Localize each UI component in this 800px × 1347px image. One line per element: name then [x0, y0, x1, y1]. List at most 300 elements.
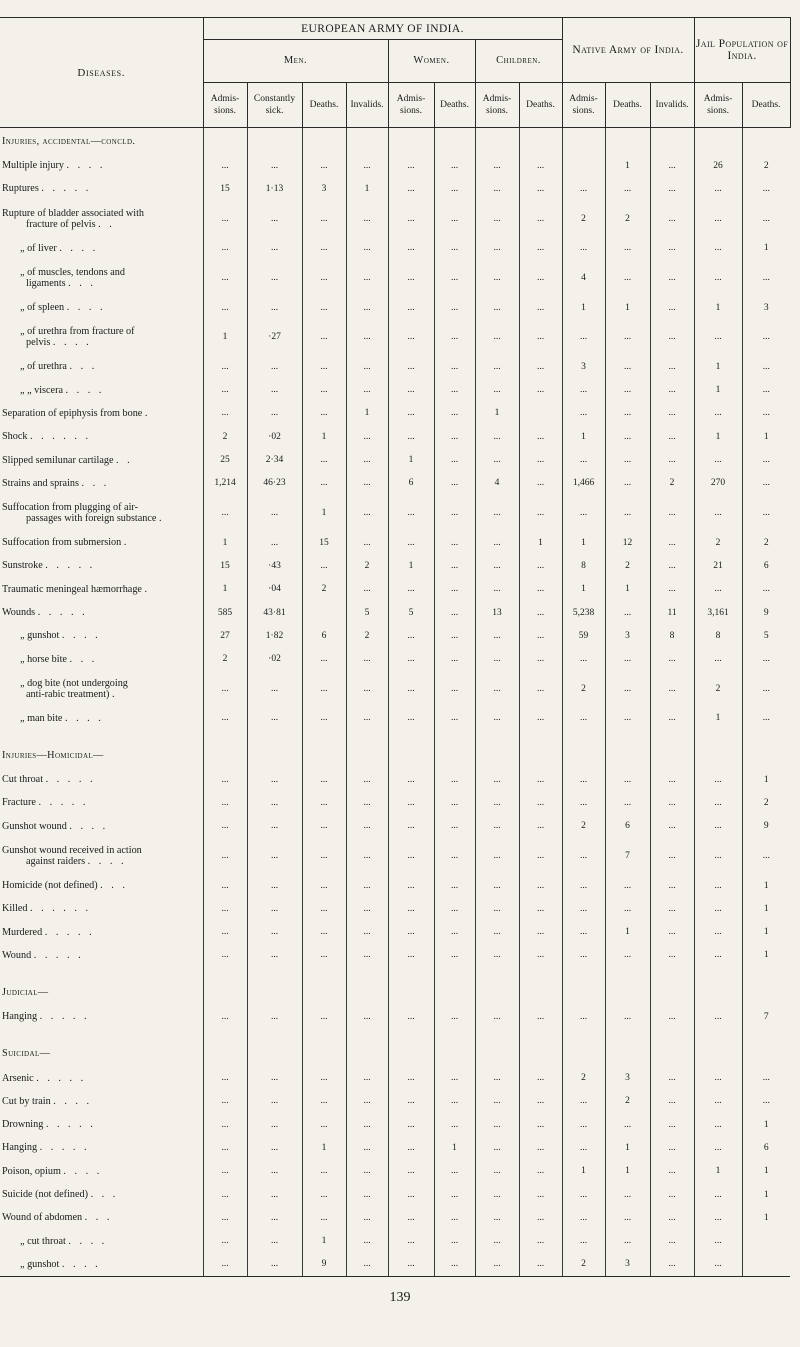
value-cell: ... — [519, 1066, 562, 1089]
value-cell: ... — [475, 495, 519, 531]
column-subheader: Admis-sions. — [694, 83, 742, 128]
value-cell: ... — [302, 815, 346, 838]
value-cell: ... — [742, 647, 790, 670]
spacer-cell — [434, 967, 475, 979]
value-cell: ... — [650, 531, 694, 554]
value-cell: ... — [562, 448, 605, 471]
section-heading — [0, 1040, 203, 1066]
value-cell: ... — [434, 768, 475, 791]
value-cell: 1 — [694, 378, 742, 401]
disease-name: „ gunshot — [20, 1258, 60, 1270]
value-cell: 26 — [694, 154, 742, 177]
value-cell: 5,238 — [562, 601, 605, 624]
value-cell: ... — [694, 495, 742, 531]
value-cell: ... — [605, 1005, 650, 1028]
value-cell: ... — [203, 260, 247, 296]
value-cell: ... — [519, 601, 562, 624]
table-row — [0, 624, 790, 647]
spacer-cell — [742, 967, 790, 979]
value-cell: ... — [475, 897, 519, 920]
table-row — [0, 531, 790, 554]
empty-cell — [694, 1040, 742, 1066]
value-cell — [562, 154, 605, 177]
value-cell: ... — [203, 154, 247, 177]
disease-label — [0, 1113, 203, 1136]
leader-dots: . . . . — [66, 160, 106, 172]
value-cell: ... — [203, 768, 247, 791]
table-row — [0, 260, 790, 296]
value-cell: 7 — [605, 838, 650, 874]
value-cell: ... — [388, 707, 434, 730]
empty-cell — [519, 1040, 562, 1066]
table-row — [0, 1253, 790, 1277]
value-cell: ... — [742, 260, 790, 296]
value-cell: ... — [742, 578, 790, 601]
women-header: Women. — [388, 40, 475, 83]
value-cell: ... — [742, 319, 790, 355]
european-army-header: EUROPEAN ARMY OF INDIA. — [203, 18, 562, 40]
disease-name: Wound of abdomen — [2, 1212, 83, 1224]
value-cell: ... — [694, 1253, 742, 1277]
spacer-cell — [0, 730, 203, 742]
value-cell: ... — [519, 1206, 562, 1229]
table-row — [0, 237, 790, 260]
empty-cell — [203, 1040, 247, 1066]
value-cell: ... — [562, 768, 605, 791]
value-cell: ... — [203, 1206, 247, 1229]
value-cell: ... — [562, 237, 605, 260]
value-cell: 3 — [302, 177, 346, 200]
value-cell: ... — [434, 402, 475, 425]
value-cell: ... — [434, 707, 475, 730]
value-cell: ... — [434, 1005, 475, 1028]
table-row — [0, 1005, 790, 1028]
spacer-cell — [519, 730, 562, 742]
leader-dots: . . . . . — [44, 926, 95, 938]
value-cell: ... — [694, 177, 742, 200]
spacer-cell — [650, 1028, 694, 1040]
value-cell: ... — [388, 201, 434, 237]
value-cell: ... — [650, 838, 694, 874]
value-cell: 1 — [605, 1136, 650, 1159]
value-cell: ... — [346, 838, 388, 874]
disease-name-continued — [2, 856, 202, 867]
column-subheader: Deaths. — [519, 83, 562, 128]
value-cell: 1 — [694, 1160, 742, 1183]
value-cell: ... — [302, 768, 346, 791]
spacer-cell — [519, 967, 562, 979]
value-cell: ... — [203, 944, 247, 967]
spacer-cell — [650, 967, 694, 979]
disease-label — [0, 1183, 203, 1206]
value-cell: 27 — [203, 624, 247, 647]
value-cell: 1·13 — [247, 177, 302, 200]
leader-dots: . . . . . — [39, 1142, 90, 1154]
value-cell: ... — [388, 531, 434, 554]
jail-population-header: Jail Population of India. — [694, 18, 790, 83]
value-cell: ... — [434, 1183, 475, 1206]
disease-name-line2: fracture of pelvis — [26, 218, 96, 230]
table-row — [0, 944, 790, 967]
value-cell: 1 — [742, 921, 790, 944]
value-cell: ·27 — [247, 319, 302, 355]
value-cell: ... — [694, 768, 742, 791]
value-cell: 6 — [302, 624, 346, 647]
table-row — [0, 1066, 790, 1089]
value-cell: ... — [605, 707, 650, 730]
spacer-cell — [0, 1028, 203, 1040]
value-cell: ... — [346, 495, 388, 531]
value-cell: ... — [742, 177, 790, 200]
table-row — [0, 402, 790, 425]
table-row — [0, 378, 790, 401]
leader-dots: . — [144, 407, 151, 419]
spacer-cell — [0, 967, 203, 979]
spacer-cell — [605, 967, 650, 979]
value-cell: ... — [519, 647, 562, 670]
value-cell: ... — [650, 944, 694, 967]
value-cell: ... — [247, 1183, 302, 1206]
value-cell: ... — [475, 448, 519, 471]
value-cell: ... — [519, 1090, 562, 1113]
value-cell: ... — [203, 1230, 247, 1253]
leader-dots: . . . . . — [45, 1119, 96, 1131]
table-row — [0, 671, 790, 707]
leader-dots: . . . . . — [45, 560, 96, 572]
section-heading-text: Suicidal— — [2, 1047, 51, 1059]
value-cell: 46·23 — [247, 472, 302, 495]
disease-name: Fracture — [2, 797, 36, 809]
value-cell: ... — [742, 1066, 790, 1089]
value-cell: ... — [203, 237, 247, 260]
disease-label — [0, 495, 203, 531]
value-cell: ... — [388, 495, 434, 531]
value-cell: ... — [203, 355, 247, 378]
value-cell: 1 — [475, 402, 519, 425]
empty-cell — [694, 128, 742, 155]
disease-label — [0, 1160, 203, 1183]
value-cell: ... — [247, 201, 302, 237]
value-cell: ... — [694, 1066, 742, 1089]
value-cell: ... — [247, 944, 302, 967]
value-cell: ... — [562, 707, 605, 730]
leader-dots: . . . . — [64, 712, 104, 724]
value-cell: ... — [388, 1136, 434, 1159]
spacer-cell — [247, 967, 302, 979]
column-subheader: Deaths. — [302, 83, 346, 128]
value-cell: ... — [742, 355, 790, 378]
disease-name: Traumatic meningeal hæmorrhage — [2, 583, 142, 595]
value-cell: ... — [475, 154, 519, 177]
table-row — [0, 768, 790, 791]
disease-name: „ dog bite (not undergoing — [20, 677, 128, 689]
value-cell — [742, 1253, 790, 1277]
value-cell: 1 — [346, 402, 388, 425]
disease-name-line2: anti-rabic treatment) — [26, 688, 110, 700]
disease-label — [0, 296, 203, 319]
value-cell: ... — [694, 319, 742, 355]
empty-cell — [475, 979, 519, 1005]
value-cell: ... — [388, 1230, 434, 1253]
value-cell: ... — [388, 402, 434, 425]
table-row — [0, 472, 790, 495]
disease-label — [0, 897, 203, 920]
value-cell: ... — [302, 554, 346, 577]
disease-name: Poison, opium — [2, 1165, 61, 1177]
value-cell: ... — [346, 1136, 388, 1159]
value-cell: ... — [388, 355, 434, 378]
value-cell: ... — [694, 448, 742, 471]
value-cell: ... — [519, 874, 562, 897]
value-cell: ... — [346, 260, 388, 296]
value-cell: 2 — [694, 531, 742, 554]
value-cell: ... — [302, 874, 346, 897]
value-cell: 2 — [650, 472, 694, 495]
value-cell: ... — [302, 1090, 346, 1113]
leader-dots: . . . . — [69, 820, 109, 832]
spacer-cell — [388, 730, 434, 742]
value-cell: ·04 — [247, 578, 302, 601]
value-cell: ... — [475, 260, 519, 296]
table-row — [0, 791, 790, 814]
value-cell: ... — [475, 378, 519, 401]
value-cell: 8 — [694, 624, 742, 647]
table-row — [0, 1113, 790, 1136]
value-cell: ... — [247, 671, 302, 707]
value-cell: ... — [519, 1113, 562, 1136]
column-subheader: Admis-sions. — [475, 83, 519, 128]
leader-dots: . . . — [100, 880, 128, 892]
value-cell: 1 — [562, 425, 605, 448]
value-cell: ... — [247, 355, 302, 378]
table-row — [0, 319, 790, 355]
value-cell: ... — [742, 472, 790, 495]
value-cell: 1 — [742, 1183, 790, 1206]
value-cell: ... — [650, 671, 694, 707]
value-cell: ... — [434, 495, 475, 531]
value-cell: ... — [203, 1183, 247, 1206]
value-cell: 1 — [605, 1160, 650, 1183]
value-cell: ... — [694, 874, 742, 897]
value-cell: ... — [247, 1253, 302, 1277]
value-cell: ... — [694, 921, 742, 944]
table-row — [0, 601, 790, 624]
value-cell: ... — [650, 402, 694, 425]
empty-cell — [388, 1040, 434, 1066]
value-cell: ... — [562, 944, 605, 967]
value-cell: 1 — [519, 531, 562, 554]
value-cell: ... — [650, 578, 694, 601]
disease-label — [0, 815, 203, 838]
value-cell: ... — [247, 791, 302, 814]
leader-dots: . . . . — [52, 337, 92, 349]
value-cell: ... — [519, 1136, 562, 1159]
value-cell: ... — [519, 1160, 562, 1183]
spacer-cell — [562, 967, 605, 979]
value-cell: ... — [475, 578, 519, 601]
table-row — [0, 495, 790, 531]
disease-label — [0, 472, 203, 495]
value-cell: ... — [302, 154, 346, 177]
value-cell: ... — [302, 1005, 346, 1028]
value-cell: ... — [562, 1206, 605, 1229]
value-cell: ... — [434, 355, 475, 378]
column-subheader: Admis-sions. — [203, 83, 247, 128]
value-cell: ... — [346, 425, 388, 448]
value-cell: ... — [247, 1005, 302, 1028]
value-cell: 1 — [302, 1230, 346, 1253]
empty-cell — [302, 742, 346, 768]
spacer-cell — [302, 967, 346, 979]
value-cell: ... — [650, 154, 694, 177]
value-cell: ... — [475, 1066, 519, 1089]
value-cell: 6 — [605, 815, 650, 838]
value-cell: ... — [605, 495, 650, 531]
value-cell: 2 — [694, 671, 742, 707]
section-heading-text: Injuries—Homicidal— — [2, 749, 104, 761]
leader-dots: . . . . — [66, 302, 106, 314]
disease-label — [0, 554, 203, 577]
value-cell: ... — [302, 1183, 346, 1206]
value-cell: ... — [475, 355, 519, 378]
value-cell: ... — [203, 296, 247, 319]
value-cell: ... — [247, 707, 302, 730]
value-cell: 5 — [388, 601, 434, 624]
value-cell: 270 — [694, 472, 742, 495]
value-cell: ... — [605, 1183, 650, 1206]
value-cell: ... — [475, 1136, 519, 1159]
disease-name: „ of liver — [20, 242, 57, 254]
value-cell: 3 — [605, 1253, 650, 1277]
leader-dots: . . . . . — [45, 774, 96, 786]
value-cell: ... — [203, 378, 247, 401]
leader-dots: . . — [98, 218, 115, 230]
disease-name: Suffocation from submersion — [2, 537, 122, 549]
value-cell: ... — [434, 237, 475, 260]
value-cell: 1 — [302, 425, 346, 448]
disease-name: Rupture of bladder associated with — [2, 207, 145, 219]
value-cell: ... — [434, 296, 475, 319]
value-cell: ... — [434, 791, 475, 814]
empty-cell — [562, 979, 605, 1005]
value-cell: ... — [203, 402, 247, 425]
spacer-cell — [694, 1028, 742, 1040]
value-cell: ... — [346, 944, 388, 967]
disease-label — [0, 154, 203, 177]
value-cell: ... — [434, 1113, 475, 1136]
value-cell: ... — [475, 921, 519, 944]
value-cell: ... — [519, 448, 562, 471]
table-row — [0, 425, 790, 448]
value-cell: 11 — [650, 601, 694, 624]
value-cell: 2 — [605, 554, 650, 577]
empty-cell — [346, 128, 388, 155]
value-cell: ... — [475, 1090, 519, 1113]
spacer-cell — [562, 730, 605, 742]
value-cell: ... — [562, 177, 605, 200]
value-cell: 1 — [203, 578, 247, 601]
value-cell: 9 — [302, 1253, 346, 1277]
value-cell: 1,214 — [203, 472, 247, 495]
value-cell: ... — [247, 1230, 302, 1253]
table-row — [0, 554, 790, 577]
leader-dots: . . . . . — [39, 1011, 90, 1023]
value-cell: ... — [388, 154, 434, 177]
value-cell: ... — [650, 448, 694, 471]
disease-name-continued — [2, 278, 202, 289]
value-cell: ... — [346, 791, 388, 814]
value-cell: ... — [694, 237, 742, 260]
value-cell: ... — [203, 815, 247, 838]
value-cell: ... — [475, 791, 519, 814]
value-cell: ... — [475, 815, 519, 838]
value-cell: ... — [519, 201, 562, 237]
leader-dots: . . . — [68, 277, 96, 289]
value-cell: ... — [562, 791, 605, 814]
disease-label — [0, 921, 203, 944]
value-cell: ... — [562, 1005, 605, 1028]
disease-label — [0, 1206, 203, 1229]
value-cell: 1 — [388, 448, 434, 471]
disease-label — [0, 671, 203, 707]
value-cell: ... — [247, 1206, 302, 1229]
value-cell: ... — [302, 1113, 346, 1136]
value-cell: ... — [694, 1090, 742, 1113]
value-cell: ... — [605, 177, 650, 200]
spacer-cell — [742, 1028, 790, 1040]
value-cell: ... — [519, 838, 562, 874]
disease-name: „ of urethra — [20, 361, 67, 373]
disease-label — [0, 260, 203, 296]
value-cell: ... — [742, 495, 790, 531]
value-cell: 1 — [302, 495, 346, 531]
value-cell: ... — [203, 495, 247, 531]
disease-label — [0, 838, 203, 874]
leader-dots: . . . — [84, 1212, 113, 1224]
value-cell: ... — [434, 647, 475, 670]
value-cell: ... — [650, 1206, 694, 1229]
empty-cell — [742, 742, 790, 768]
column-subheader: Deaths. — [742, 83, 790, 128]
value-cell: ... — [434, 1253, 475, 1277]
value-cell: 8 — [562, 554, 605, 577]
table-row — [0, 838, 790, 874]
disease-name: Homicide (not defined) — [2, 880, 98, 892]
value-cell: ... — [562, 921, 605, 944]
value-cell: ... — [475, 1160, 519, 1183]
value-cell: ... — [605, 601, 650, 624]
leader-dots: . — [158, 512, 165, 524]
value-cell: ... — [650, 378, 694, 401]
value-cell: ... — [388, 1005, 434, 1028]
spacer-cell — [203, 730, 247, 742]
empty-cell — [346, 1040, 388, 1066]
value-cell: ... — [247, 154, 302, 177]
value-cell: ... — [203, 1113, 247, 1136]
disease-name: „ of muscles, tendons and — [20, 266, 125, 278]
spacer-row — [0, 1028, 790, 1040]
value-cell: 1 — [562, 296, 605, 319]
value-cell: ... — [302, 355, 346, 378]
value-cell: ... — [434, 897, 475, 920]
value-cell: ... — [388, 237, 434, 260]
value-cell: 1 — [742, 874, 790, 897]
empty-cell — [203, 742, 247, 768]
value-cell: ... — [519, 177, 562, 200]
disease-label — [0, 707, 203, 730]
value-cell: ... — [346, 1206, 388, 1229]
value-cell: ... — [694, 1230, 742, 1253]
